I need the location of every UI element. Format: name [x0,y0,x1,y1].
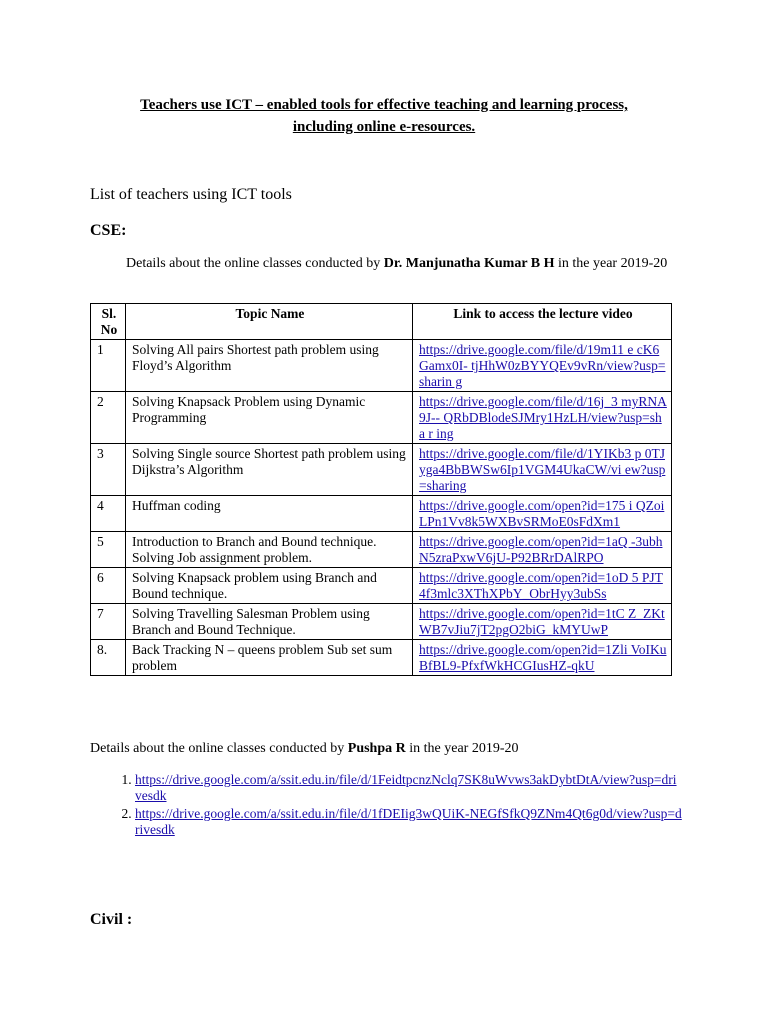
details-line-2 [90,741,518,757]
page-title-line-1: Teachers use ICT – enabled tools for effective teaching and learning process, [140,97,628,113]
lecture-video-link[interactable]: https://drive.google.com/file/d/1YIKb3 p 0TJyga4BbBWSw6Ip1VGM4UkaCW/vi ew?usp=sharing [419,446,666,493]
drive-link[interactable]: https://drive.google.com/a/ssit.edu.in/file/d/1FeidtpcnzNclq7SK8uWvws3akDybtDtA/view?usp=drivesdk [135,772,677,803]
page-title-line-2: including online e-resources. [292,119,476,135]
table-header-row [91,304,672,340]
table-row [91,444,672,496]
header-topic-name: Topic Name [126,304,413,340]
row-topic: Solving Travelling Salesman Problem using Branch and Bound Technique. [126,604,413,640]
row-topic: Back Tracking N – queens problem Sub set sum problem [126,640,413,676]
row-sl: 1 [91,340,126,392]
lecture-video-link[interactable]: https://drive.google.com/open?id=1oD 5 PJT4f3mlc3XThXPbY_ObrHyy3ubSs [419,570,663,601]
lecture-video-link[interactable]: https://drive.google.com/file/d/19m11 e cK6Gamx0I- tjHhW0zBYYQEv9vRn/view?usp=sharin g [419,342,666,389]
cse-heading: CSE: [90,222,127,239]
lecture-video-link[interactable]: https://drive.google.com/open?id=1Zli VoIKuBfBL9-PfxfWkHCGIusHZ-qkU [419,642,667,673]
row-sl: 8. [91,640,126,676]
table-row [91,340,672,392]
row-topic: Solving Knapsack problem using Branch and Bound technique. [126,568,413,604]
row-link-cell [413,444,672,496]
row-topic: Huffman coding [126,496,413,532]
lecture-video-link[interactable]: https://drive.google.com/open?id=1tC Z_ZKtWB7vJiu7jT2pgO2biG_kMYUwP [419,606,665,637]
header-sl-no: Sl. No [91,304,126,340]
teacher-name-2: Pushpa R [347,741,406,756]
teacher-name-1: Dr. Manjunatha Kumar B H [383,256,555,271]
details-2-suffix: in the year 2019-20 [405,741,519,756]
row-topic: Introduction to Branch and Bound technique. Solving Job assignment problem. [126,532,413,568]
row-sl: 2 [91,392,126,444]
header-link: Link to access the lecture video [413,304,672,340]
civil-heading: Civil : [90,911,133,928]
row-link-cell [413,604,672,640]
details-1-prefix: Details about the online classes conducted by [126,256,384,271]
row-link-cell [413,568,672,604]
list-heading: List of teachers using ICT tools [90,186,292,203]
lecture-table [90,303,672,676]
details-2-prefix: Details about the online classes conducted by [90,741,348,756]
details-1-suffix: in the year 2019-20 [554,256,668,271]
list-item [135,806,683,838]
row-sl: 3 [91,444,126,496]
row-topic: Solving Single source Shortest path problem using Dijkstra’s Algorithm [126,444,413,496]
table-row [91,496,672,532]
row-sl: 6 [91,568,126,604]
lecture-video-link[interactable]: https://drive.google.com/open?id=1aQ -3ubhN5zraPxwV6jU-P92BRrDAlRPO [419,534,663,565]
lecture-video-link[interactable]: https://drive.google.com/open?id=175 i QZoiLPn1Vv8k5WXBvSRMoE0sFdXm1 [419,498,665,529]
table-row [91,640,672,676]
list-item [135,772,683,804]
drive-link[interactable]: https://drive.google.com/a/ssit.edu.in/file/d/1fDEIig3wQUiK-NEGfSfkQ9ZNm4Qt6g0d/view?usp=drivesdk [135,806,682,837]
row-link-cell [413,340,672,392]
row-topic: Solving Knapsack Problem using Dynamic Programming [126,392,413,444]
table-row [91,568,672,604]
row-sl: 5 [91,532,126,568]
row-topic: Solving All pairs Shortest path problem using Floyd’s Algorithm [126,340,413,392]
row-sl: 4 [91,496,126,532]
drive-links-list [110,772,683,840]
lecture-video-link[interactable]: https://drive.google.com/file/d/16j_3 myRNA9J-- QRbDBlodeSJMry1HzLH/view?usp=sha r ing [419,394,667,441]
details-line-1 [126,256,667,272]
table-row [91,532,672,568]
row-link-cell [413,392,672,444]
row-link-cell [413,496,672,532]
row-sl: 7 [91,604,126,640]
row-link-cell [413,532,672,568]
table-row [91,392,672,444]
table-row [91,604,672,640]
row-link-cell [413,640,672,676]
